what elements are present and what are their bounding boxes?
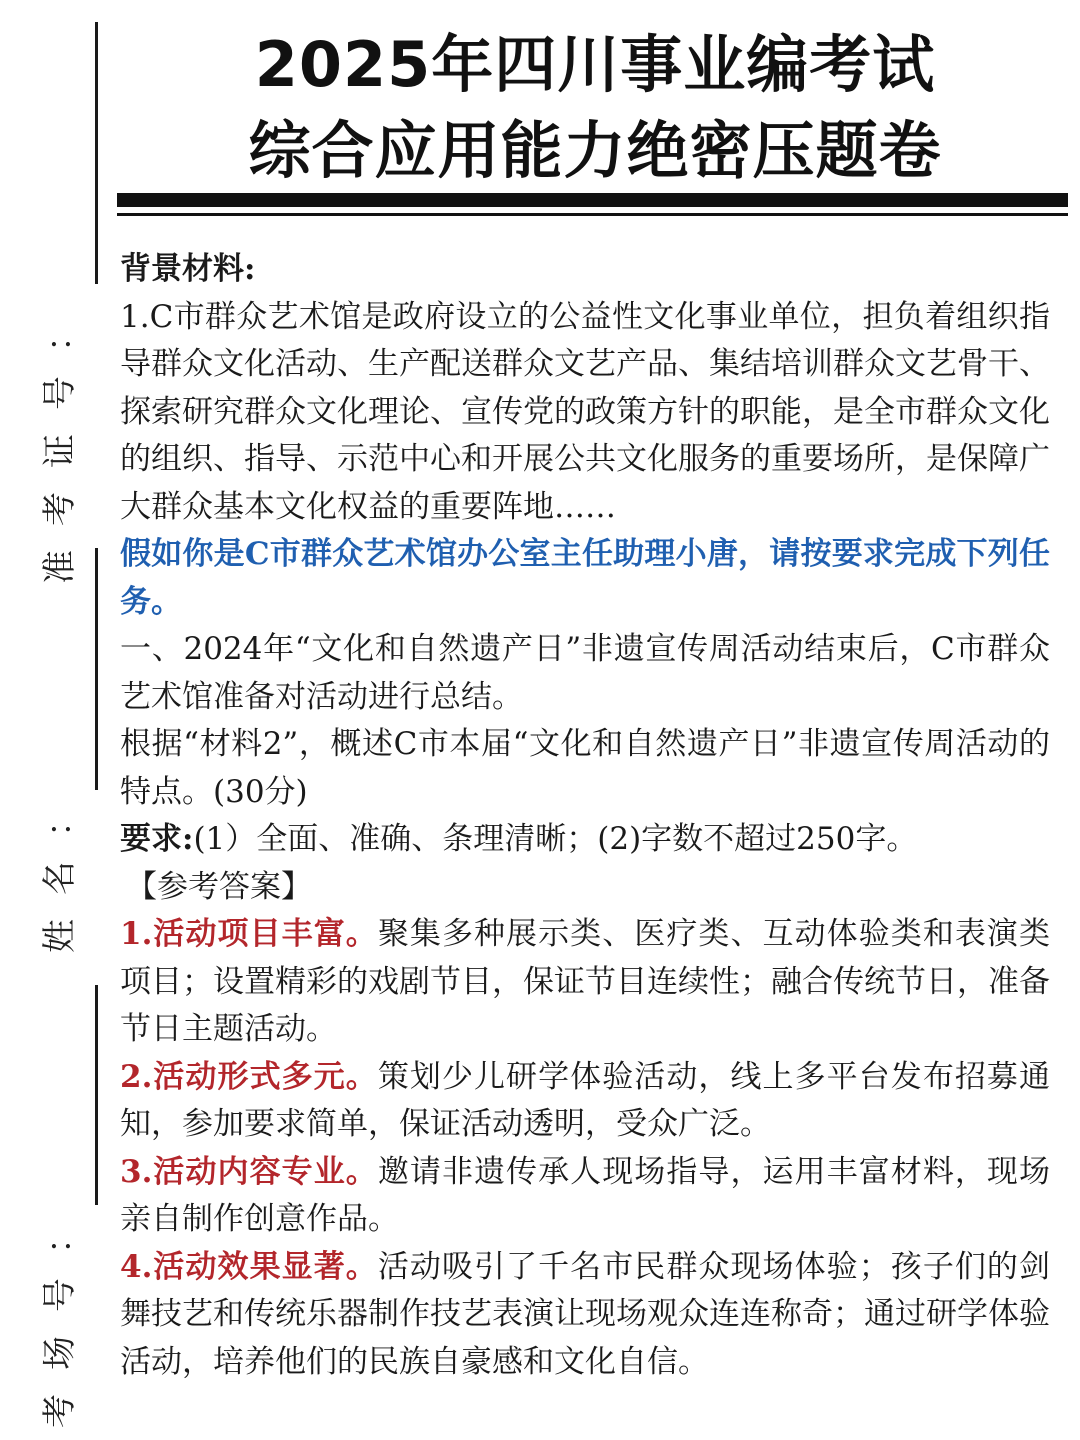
binding-line-middle bbox=[95, 548, 98, 790]
question-prompt: 一、2024年“文化和自然遗产日”非遗宣传周活动结束后，C市群众艺术馆准备对活动进行总结。 bbox=[120, 631, 1050, 715]
answer-item-text: 活动吸引了千名市民群众现场体验；孩子们的剑舞技艺和传统乐器制作技艺表演让现场观众连连称奇；通过研学体验活动，培养他们的民族自豪感和文化自信。 bbox=[120, 1248, 1050, 1380]
venue-number-label: 考 场 号 ： bbox=[40, 1220, 80, 1428]
question-requirement bbox=[120, 816, 1050, 864]
title-line-2: 综合应用能力绝密压题卷 bbox=[248, 114, 942, 187]
page-title bbox=[120, 22, 1070, 194]
name-label: 姓 名 ： bbox=[40, 803, 80, 953]
answer-item-3 bbox=[120, 1149, 1050, 1244]
answer-item-heading: 2.活动形式多元。 bbox=[120, 1058, 378, 1095]
title-rule-thick bbox=[117, 193, 1068, 207]
admission-number-label: 准 考 证 号 ： bbox=[40, 318, 80, 584]
binding-line-top bbox=[95, 22, 98, 284]
answer-item-2 bbox=[120, 1054, 1050, 1149]
answer-item-text: 策划少儿研学体验活动，线上多平台发布招募通知，参加要求简单，保证活动透明，受众广泛。 bbox=[120, 1058, 1050, 1142]
title-line-1: 2025年四川事业编考试 bbox=[254, 28, 936, 101]
answer-item-text: 聚集多种展示类、医疗类、互动体验类和表演类项目；设置精彩的戏剧节目，保证节目连续性；融合传统节日，准备节日主题活动。 bbox=[120, 916, 1050, 1047]
answer-item-heading: 3.活动内容专业。 bbox=[120, 1153, 378, 1190]
answer-item-text: 邀请非遗传承人现场指导，运用丰富材料，现场亲自制作创意作品。 bbox=[120, 1153, 1050, 1237]
answer-item-1 bbox=[120, 911, 1050, 1054]
binding-line-lower bbox=[95, 985, 98, 1205]
exam-content bbox=[120, 246, 1050, 1386]
answer-heading: 【参考答案】 bbox=[126, 868, 312, 905]
background-material-1: 1.C市群众艺术馆是政府设立的公益性文化事业单位，担负着组织指导群众文化活动、生产配送群众文艺产品、集结培训群众文艺骨干、探索研究群众文化理论、宣传党的政策方针的职能，是全市群众文化的组织、指导、示范中心和开展公共文化服务的重要场所，是保障广大群众基本文化权益的重要阵地…… bbox=[120, 298, 1050, 525]
answer-item-4 bbox=[120, 1244, 1050, 1387]
answer-item-heading: 4.活动效果显著。 bbox=[120, 1248, 378, 1285]
answer-item-heading: 1.活动项目丰富。 bbox=[120, 916, 378, 952]
requirement-text: (1）全面、准确、条理清晰；(2)字数不超过250字。 bbox=[193, 821, 918, 857]
requirement-label: 要求: bbox=[120, 821, 194, 857]
title-rule-thin bbox=[117, 213, 1068, 216]
background-heading: 背景材料: bbox=[120, 251, 256, 287]
question-instruction: 根据“材料2”，概述C市本届“文化和自然遗产日”非遗宣传周活动的特点。(30分) bbox=[120, 726, 1050, 810]
task-intro: 假如你是C市群众艺术馆办公室主任助理小唐，请按要求完成下列任务。 bbox=[120, 536, 1050, 620]
